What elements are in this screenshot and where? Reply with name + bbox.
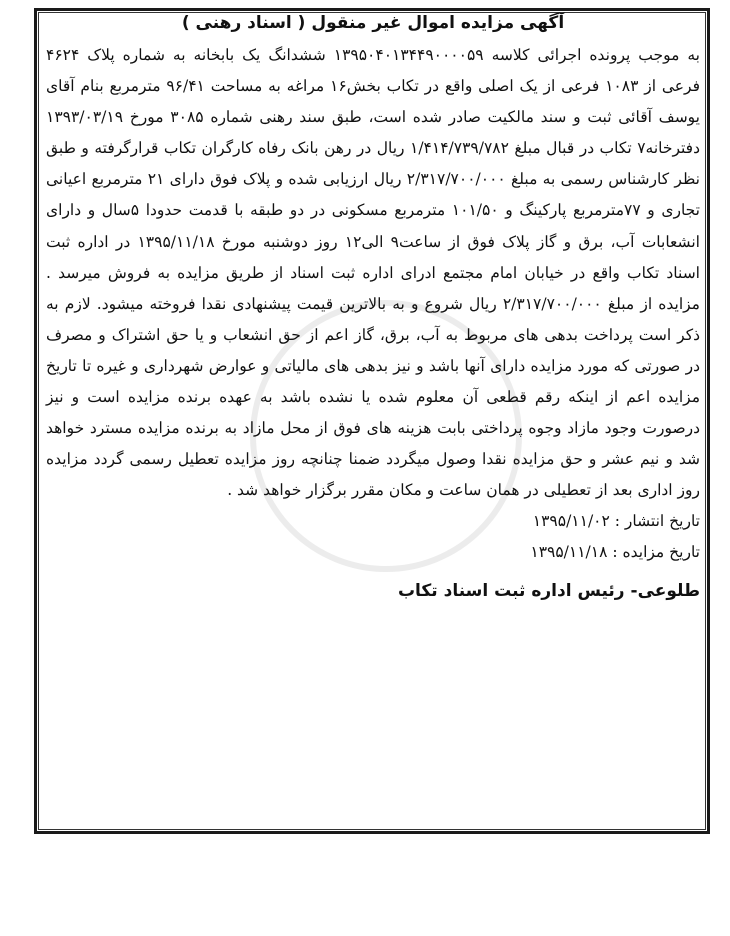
notice-body: به موجب پرونده اجرائی کلاسه ۱۳۹۵۰۴۰۱۳۴۴۹۰۰۰۰۵۹ ششدانگ یک بابخانه به شماره پلاک ۴۶۲۴ فرعی از ۱۰۸۳ فرعی از یک اصلی واقع در تکاب بخش۱۶ مراغه به مساحت ۹۶/۴۱ مترمربع بنام آقای یوسف آقائی ثبت و سند مالکیت صادر شده است، طبق سند رهنی شماره ۳۰۸۵ مورخ ۱۳۹۳/۰۳/۱۹ دفترخانه۷ تکاب در قبال مبلغ ۱/۴۱۴/۷۳۹/۷۸۲ ریال در رهن بانک رفاه کارگران تکاب قرارگرفته و طبق نظر کارشناس رسمی به مبلغ ۲/۳۱۷/۷۰۰/۰۰۰ ریال ارزیابی شده و پلاک فوق دارای ۲۱ مترمربع اعیانی تجاری و ۷۷مترمربع پارکینگ و ۱۰۱/۵۰ مترمربع مسکونی در دو طبقه با قدمت حدودا ۵سال و دارای انشعابات آب، برق و گاز پلاک فوق از ساعت۹ الی۱۲ روز دوشنبه مورخ ۱۳۹۵/۱۱/۱۸ در اداره ثبت اسناد تکاب واقع در خیابان امام مجتمع ادرای اداره ثبت اسناد از طریق مزایده به فروش میرسد . مزایده از مبلغ ۲/۳۱۷/۷۰۰/۰۰۰ ریال شروع و به بالاترین قیمت پیشنهادی نقدا فروخته میشود. لازم به ذکر است پرداخت بدهی های مربوط به آب، برق، گاز اعم از حق انشعاب و یا حق اشتراک و مصرف در صورتی که مورد مزایده دارای آنها باشد و نیز بدهی های مالیاتی و عوارض شهرداری و غیره تا تاریخ مزایده اعم از اینکه رقم قطعی آن معلوم شده یا نشده باشد به عهده برنده مزایده است و نیز درصورت وجود مازاد وجوه پرداختی بابت هزینه های فوق از محل مازاد به برنده مزایده مسترد خواهد شد و نیم عشر و حق مزایده نقدا وصول میگردد ضمنا چنانچه روز مزایده تعطیل رسمی گردد مزایده روز اداری بعد از تعطیلی در همان ساعت و مکان مقرر برگزار خواهد شد . bbox=[46, 46, 701, 500]
auction-notice bbox=[46, 10, 700, 604]
publish-date: تاریخ انتشار : ۱۳۹۵/۱۱/۰۲ bbox=[532, 512, 700, 531]
notice-title: آگهی مزایده اموال غیر منقول ( اسناد رهنی ) bbox=[181, 13, 565, 33]
signature: طلوعی- رئیس اداره ثبت اسناد تکاب bbox=[397, 581, 700, 602]
auction-date: تاریخ مزایده : ۱۳۹۵/۱۱/۱۸ bbox=[530, 543, 700, 562]
dates-block bbox=[46, 506, 700, 568]
